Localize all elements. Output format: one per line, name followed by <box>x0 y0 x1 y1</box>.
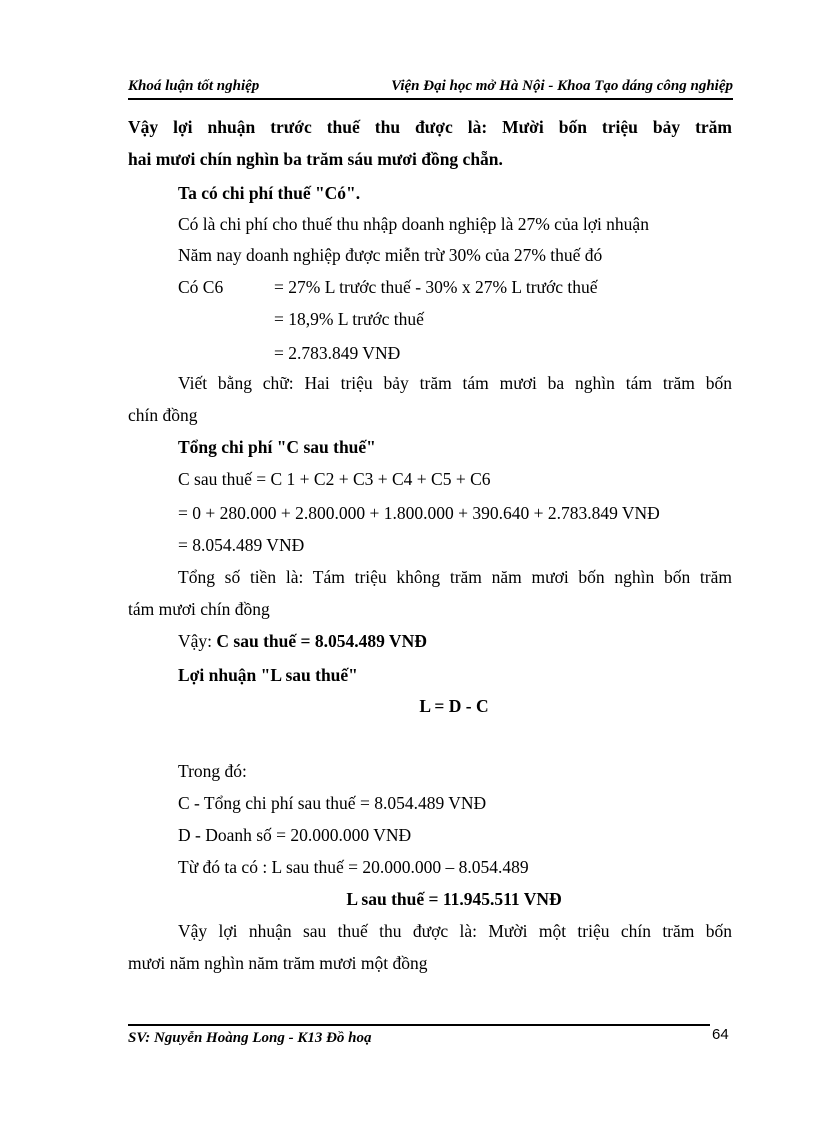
final-conclusion-line2: mươi năm nghìn năm trăm mươi một đồng <box>128 953 428 973</box>
total-formula: C sau thuế = C 1 + C2 + C3 + C4 + C5 + C6 <box>178 469 491 489</box>
heading-profit: Lợi nhuận "L sau thuế" <box>178 665 358 685</box>
derive-line: Từ đó ta có : L sau thuế = 20.000.000 – 8.054.489 <box>178 857 529 877</box>
total-conclusion-prefix: Vậy: <box>178 631 217 651</box>
header-right: Viện Đại học mở Hà Nội - Khoa Tạo dáng công nghiệp <box>391 78 733 94</box>
total-conclusion <box>178 630 427 652</box>
c6-exemption: Năm nay doanh nghiệp được miễn trừ 30% của 27% thuế đó <box>178 245 603 265</box>
c6-words-line1: Viết bằng chữ: Hai triệu bảy trăm tám mươi ba nghìn tám trăm bốn <box>178 373 732 393</box>
paragraph-pretax-line1: Vậy lợi nhuận trước thuế thu được là: Mười bốn triệu bảy trăm <box>128 117 732 137</box>
c6-description: Có là chi phí cho thuế thu nhập doanh nghiệp là 27% của lợi nhuận <box>178 214 649 234</box>
c6-equation-3: = 2.783.849 VNĐ <box>274 343 401 363</box>
where-c: C - Tổng chi phí sau thuế = 8.054.489 VNĐ <box>178 793 487 813</box>
header-left: Khoá luận tốt nghiệp <box>128 78 260 94</box>
c6-equation-2: = 18,9% L trước thuế <box>274 309 424 329</box>
where-label: Trong đó: <box>178 761 247 781</box>
footer-author: SV: Nguyễn Hoàng Long - K13 Đồ hoạ <box>128 1030 372 1046</box>
profit-formula: L = D - C <box>419 696 489 716</box>
total-conclusion-value: C sau thuế = 8.054.489 VNĐ <box>216 631 427 651</box>
where-d: D - Doanh số = 20.000.000 VNĐ <box>178 825 412 845</box>
c6-words-line2: chín đồng <box>128 405 198 425</box>
total-result: = 8.054.489 VNĐ <box>178 535 305 555</box>
total-words-line2: tám mươi chín đồng <box>128 599 270 619</box>
heading-c6: Ta có chi phí thuế "Có". <box>178 183 361 203</box>
profit-result: L sau thuế = 11.945.511 VNĐ <box>346 889 562 909</box>
c6-label: Có C6 <box>178 277 224 297</box>
heading-total-cost: Tổng chi phí "C sau thuế" <box>178 437 376 457</box>
c6-equation-1: = 27% L trước thuế - 30% x 27% L trước thuế <box>274 277 598 297</box>
final-conclusion-line1: Vậy lợi nhuận sau thuế thu được là: Mười một triệu chín trăm bốn <box>178 921 732 941</box>
paragraph-pretax-line2: hai mươi chín nghìn ba trăm sáu mươi đồng chẵn. <box>128 149 503 169</box>
page-number: 64 <box>712 1026 729 1043</box>
footer-divider <box>128 1024 710 1026</box>
total-values: = 0 + 280.000 + 2.800.000 + 1.800.000 + 390.640 + 2.783.849 VNĐ <box>178 503 660 523</box>
total-words-line1: Tổng số tiền là: Tám triệu không trăm năm mươi bốn nghìn bốn trăm <box>178 567 732 587</box>
page-header <box>128 76 733 100</box>
